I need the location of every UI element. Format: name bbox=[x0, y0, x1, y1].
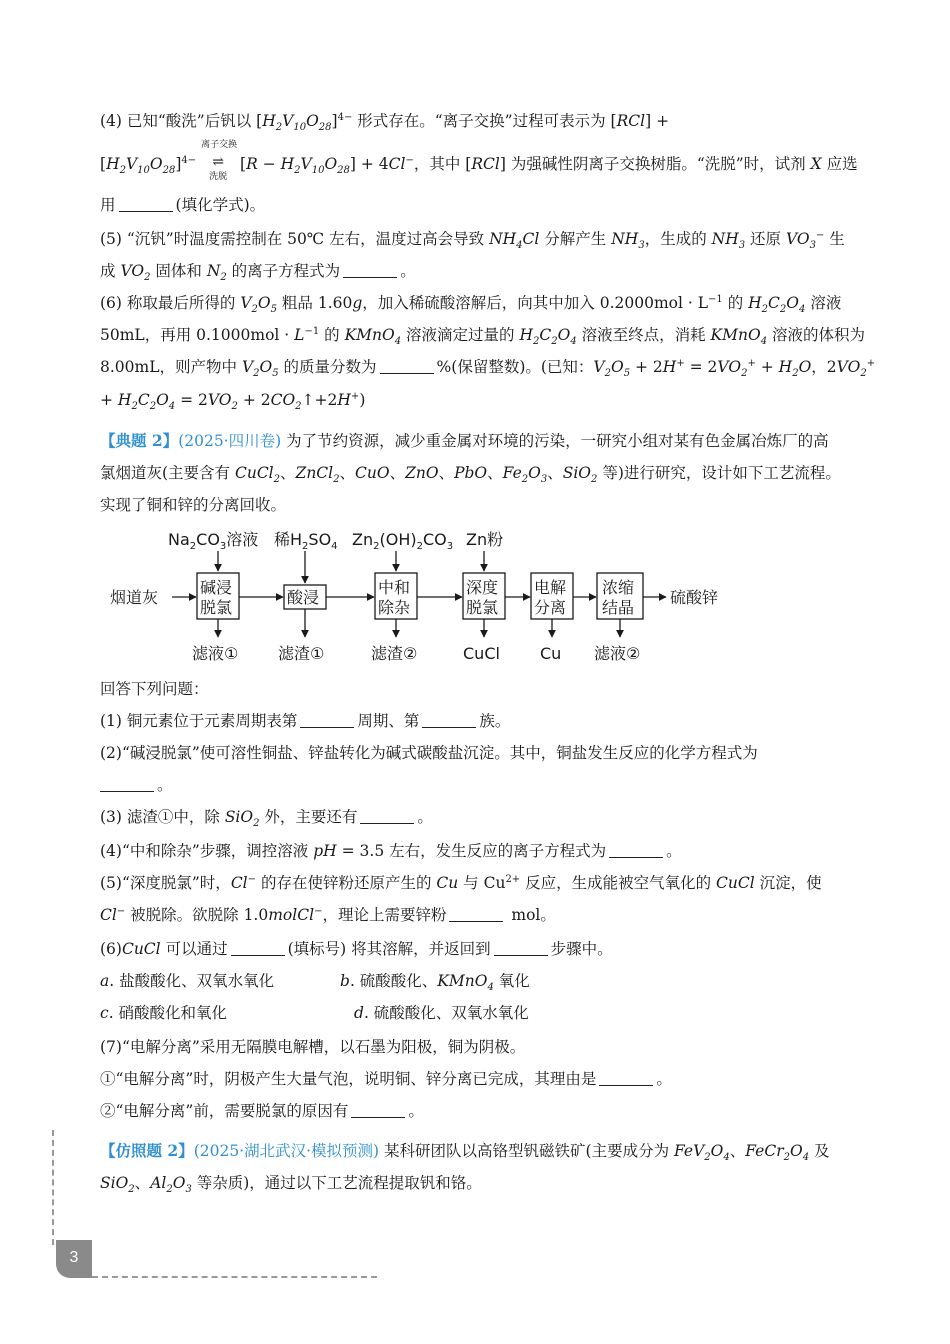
step-label: 电解 bbox=[534, 578, 567, 597]
answer-blank[interactable] bbox=[422, 711, 476, 728]
q5b-line-2: Cl− 被脱除。欲脱除 1.0molCl−，理论上需要锌粉 mol。 bbox=[100, 905, 556, 924]
q6-line-3: 8.00mL，则产物中 $V_2O_5$ 的质量分数为 %(保留整数)。(已知：$V_2O_5 + 2H^+ = 2VO_2^+ + H_2O$，$2VO_2^+$ bbox=[100, 357, 876, 380]
answer-blank[interactable] bbox=[449, 905, 503, 922]
q2-line-1: (2)“碱浸脱氯”使可溶性铜盐、锌盐转化为碱式碳酸盐沉淀。其中，铜盐发生反应的化学方程式为 bbox=[100, 744, 758, 762]
reagent-zn-powder: Zn粉 bbox=[466, 530, 504, 549]
example-tag: 【典题 2】 bbox=[100, 431, 179, 450]
q4-line-1: (4) 已知“酸洗”后钒以 $[H_2V_{10}O_{28}]^{4-}$ 形式存在。“离子交换”过程可表示为 [RCl] + bbox=[100, 111, 670, 134]
example-2-line-2: 氯烟道灰(主要含有 CuCl$_2$、ZnCl$_2$、CuO、ZnO、PbO、$Fe_2O_3$、SiO$_2$ 等)进行研究，设计如下工艺流程。 bbox=[100, 464, 841, 486]
answer-blank[interactable] bbox=[231, 939, 285, 956]
q6-line-4: + $H_2C_2O_4 = 2VO_2$ + $2CO_2↑+2H^+$) bbox=[100, 390, 366, 413]
q3-line: (3) 滤渣①中，除 SiO$_2$ 外，主要还有 。 bbox=[100, 808, 433, 830]
example-source: (2025·四川卷) bbox=[178, 432, 282, 450]
byproduct-label: 滤渣① bbox=[278, 644, 325, 663]
byproduct-label: 滤渣② bbox=[371, 644, 418, 663]
option-d: d. 硫酸酸化、双氧水氧化 bbox=[354, 1004, 529, 1022]
q2-line-2: 。 bbox=[100, 774, 173, 796]
answer-blank[interactable] bbox=[360, 807, 414, 824]
answer-blank[interactable] bbox=[119, 195, 173, 212]
equilibrium-arrow: 离子交换 ⇌ 洗脱 bbox=[201, 140, 238, 182]
q7-line: (7)“电解分离”采用无隔膜电解槽，以石墨为阳极，铜为阴极。 bbox=[100, 1038, 526, 1056]
step-label: 中和 bbox=[378, 578, 411, 597]
example-2-line-1: 【典题 2】(2025·四川卷) 为了节约资源，减少重金属对环境的污染，一研究小组对某有色金属冶炼厂的高 bbox=[100, 431, 829, 450]
answer-blank[interactable] bbox=[300, 711, 354, 728]
answer-blank[interactable] bbox=[380, 357, 434, 374]
option-a: a. 盐酸酸化、双氧水氧化 bbox=[100, 972, 275, 990]
q6-line-1: (6) 称取最后所得的 $V_2O_5$ 粗品 1.60g，加入稀硫酸溶解后，向其中加入 $0.2000mol \cdot L^{-1}$ 的 $H_2C_2O_4$ 溶液 bbox=[100, 293, 842, 316]
answer-blank[interactable] bbox=[599, 1069, 653, 1086]
margin-dashed-line bbox=[52, 1130, 54, 1245]
step-label: 分离 bbox=[534, 598, 567, 617]
footer-dashed-line bbox=[92, 1276, 377, 1278]
q6-line-2: 50mL，再用 $0.1000mol \cdot L^{-1}$ 的 KMnO$_4$ 溶液滴定过量的 $H_2C_2O_4$ 溶液至终点，消耗 KMnO$_4$ 溶液的体积为 bbox=[100, 325, 865, 348]
similar-2-line-2: SiO$_2$、$Al_2O_3$ 等杂质)，通过以下工艺流程提取钒和铬。 bbox=[100, 1174, 482, 1196]
q5-line-1: (5) “沉钒”时温度需控制在 50℃ 左右，温度过高会导致 $NH_4Cl$ 分解产生 $NH_3$，生成的 $NH_3$ 还原 $VO_3^-$ 生 bbox=[100, 229, 845, 252]
answer-blank[interactable] bbox=[494, 939, 548, 956]
answer-blank[interactable] bbox=[609, 841, 663, 858]
step-label: 结晶 bbox=[602, 598, 635, 617]
flow-output: 硫酸锌 bbox=[670, 588, 719, 607]
similar-2-line-1: 【仿照题 2】(2025·湖北武汉·模拟预测) 某科研团队以高铬型钒磁铁矿(主要成分为 $FeV_2O_4$、$FeCr_2O_4$ 及 bbox=[100, 1141, 830, 1164]
q7-2-line: ②“电解分离”前，需要脱氯的原因有 。 bbox=[100, 1102, 424, 1120]
byproduct-label: 滤液② bbox=[594, 644, 641, 663]
similar-tag: 【仿照题 2】 bbox=[100, 1141, 194, 1160]
option-c: c. 硝酸酸化和氧化 bbox=[100, 1004, 228, 1022]
process-flow-diagram bbox=[100, 525, 740, 670]
step-label: 除杂 bbox=[378, 598, 411, 617]
byproduct-label: CuCl bbox=[463, 644, 500, 663]
q5b-line-1: (5)“深度脱氯”时，Cl− 的存在使锌粉还原产生的 Cu 与 $Cu^{2+}$ 反应，生成能被空气氧化的 CuCl 沉淀，使 bbox=[100, 873, 822, 892]
q4b-line: (4)“中和除杂”步骤，调控溶液 pH = 3.5 左右，发生反应的离子方程式为 。 bbox=[100, 842, 682, 860]
intro-line: 回答下列问题： bbox=[100, 680, 209, 698]
step-label: 脱氯 bbox=[200, 598, 233, 617]
q6b-line: (6)CuCl 可以通过 (填标号) 将其溶解，并返回到 步骤中。 bbox=[100, 940, 613, 958]
answer-blank[interactable] bbox=[100, 775, 154, 792]
byproduct-label: Cu bbox=[540, 644, 562, 663]
step-label: 酸浸 bbox=[287, 588, 320, 607]
q4-line-3: 用 (填化学式)。 bbox=[100, 196, 266, 214]
similar-source: (2025·湖北武汉·模拟预测) bbox=[193, 1142, 380, 1160]
q7-1-line: ①“电解分离”时，阴极产生大量气泡，说明铜、锌分离已完成，其理由是 。 bbox=[100, 1070, 672, 1088]
option-b: b. 硫酸酸化、KMnO$_4$ 氧化 bbox=[340, 972, 530, 994]
reagent-h2so4: 稀$H_2SO_4$ bbox=[274, 530, 338, 552]
flow-input: 烟道灰 bbox=[110, 588, 159, 607]
answer-blank[interactable] bbox=[343, 261, 397, 278]
answer-blank[interactable] bbox=[351, 1101, 405, 1118]
step-label: 脱氯 bbox=[466, 598, 499, 617]
step-label: 碱浸 bbox=[200, 578, 233, 597]
example-2-line-3: 实现了铜和锌的分离回收。 bbox=[100, 496, 287, 514]
step-label: 浓缩 bbox=[602, 578, 635, 597]
page-number: 3 bbox=[56, 1240, 92, 1278]
step-label: 深度 bbox=[466, 578, 499, 597]
reagent-zn2oh2co3: $Zn_2(OH)_2CO_3$ bbox=[352, 530, 454, 552]
byproduct-label: 滤液① bbox=[192, 644, 239, 663]
q4-line-2: $[H_2V_{10}O_{28}]^{4-}$ 离子交换 ⇌ 洗脱 $[R - H_2V_{10}O_{28}] + 4Cl^-$，其中 [RCl] 为强碱性阴离子交换树脂。“洗脱”时，试剂 X 应选 bbox=[100, 140, 858, 182]
q5-line-2: 成 $VO_2$ 固体和 $N_2$ 的离子方程式为 。 bbox=[100, 262, 416, 284]
reagent-na2co3: $Na_2CO_3$溶液 bbox=[168, 530, 259, 552]
q1-line: (1) 铜元素位于元素周期表第 周期、第 族。 bbox=[100, 712, 511, 730]
